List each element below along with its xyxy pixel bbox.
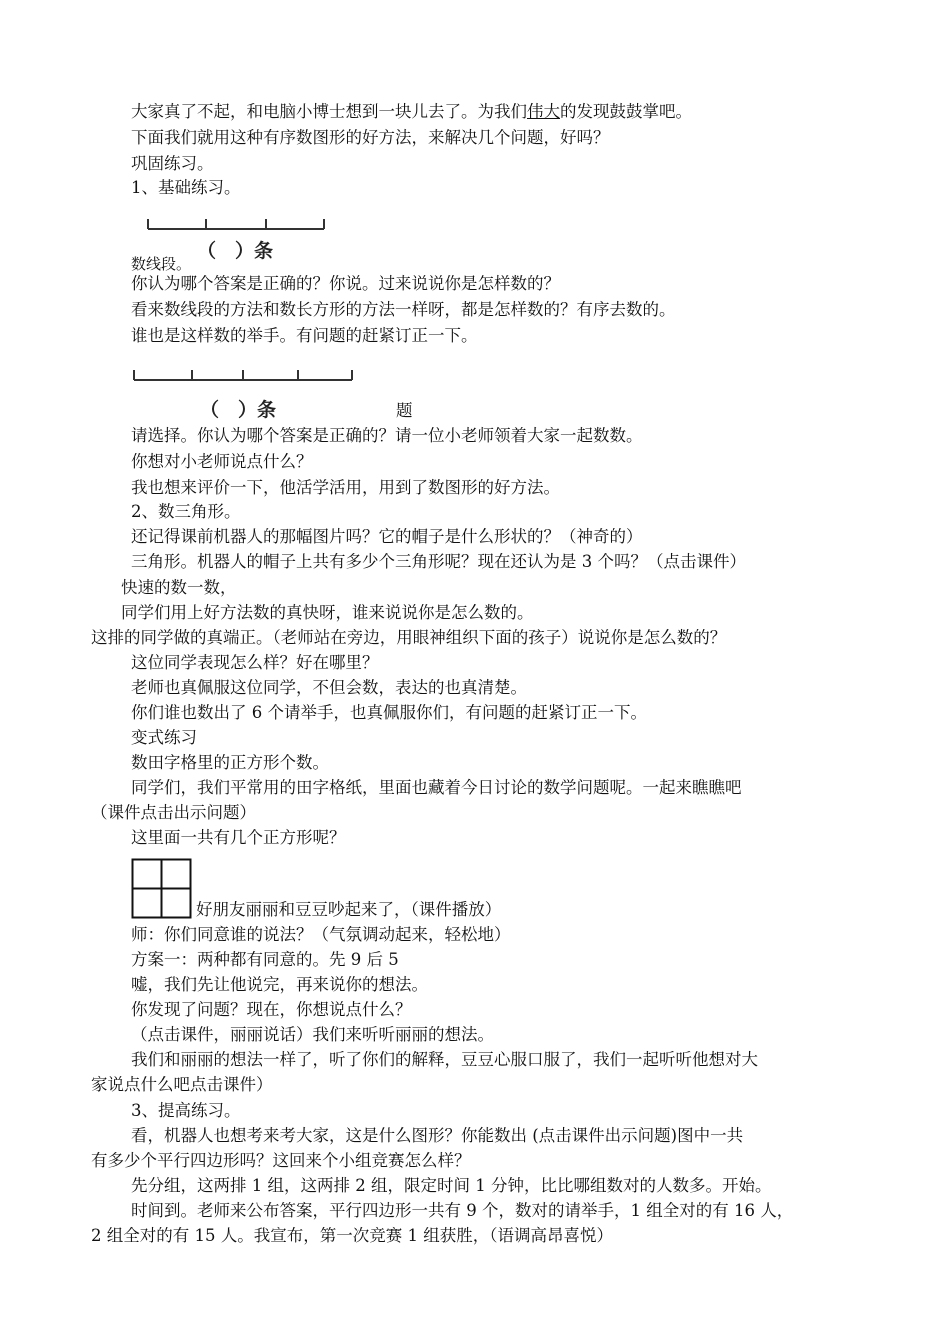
paragraph-line: 这里面一共有几个正方形呢？ xyxy=(131,828,346,847)
paragraph-line: 同学们，我们平常用的田字格纸，里面也藏着今日讨论的数学问题呢。一起来瞧瞧吧 xyxy=(131,778,742,797)
paragraph-line: 三角形。机器人的帽子上共有多少个三角形呢？现在还认为是 3 个吗？（点击课件） xyxy=(131,552,746,571)
paragraph-line: 老师也真佩服这位同学，不但会数，表达的也真清楚。 xyxy=(131,678,527,697)
paragraph-line: 同学们用上好方法数的真快呀，谁来说说你是怎么数的。 xyxy=(121,603,534,622)
underlined-text: 伟大 xyxy=(527,102,560,121)
paragraph-line: 数线段。 xyxy=(131,255,192,273)
section-heading: 3、提高练习。 xyxy=(131,1101,241,1120)
paragraph-line: 你们谁也数出了 6 个请举手，也真佩服你们，有问题的赶紧订正一下。 xyxy=(131,703,647,722)
segment-answer-label-2: （ ）条 xyxy=(200,399,277,421)
text: 的发现鼓鼓掌吧。 xyxy=(560,102,692,121)
paragraph-line: 嘘，我们先让他说完，再来说你的想法。 xyxy=(131,975,428,994)
paragraph-line: 你认为哪个答案是正确的？你说。过来说说你是怎样数的？ xyxy=(131,274,560,293)
line-segment-figure-1 xyxy=(142,216,332,238)
paragraph-line: 题 xyxy=(396,401,413,420)
section-heading: 1、基础练习。 xyxy=(131,178,241,197)
paragraph-line: 我们和丽丽的想法一样了，听了你们的解释，豆豆心服口服了，我们一起听听他想对大 xyxy=(131,1050,758,1069)
paragraph-line: 2 组全对的有 15 人。我宣布，第一次竞赛 1 组获胜，（语调高昂喜悦） xyxy=(91,1226,613,1245)
paragraph-line: 方案一：两种都有同意的。先 9 后 5 xyxy=(131,950,399,969)
paragraph-line: （点击课件，丽丽说话）我们来听听丽丽的想法。 xyxy=(131,1025,494,1044)
section-heading: 2、数三角形。 xyxy=(131,502,241,521)
paragraph-line: 快速的数一数， xyxy=(121,578,237,597)
paragraph-line: 你发现了问题？现在，你想说点什么？ xyxy=(131,1000,412,1019)
text: 大家真了不起，和电脑小博士想到一块儿去了。为我们 xyxy=(131,102,527,121)
paragraph-line: 这位同学表现怎么样？好在哪里？ xyxy=(131,653,379,672)
paragraph-line: 你想对小老师说点什么？ xyxy=(131,452,313,471)
paragraph-line: （课件点击出示问题） xyxy=(91,803,256,822)
paragraph-line: 这排的同学做的真端正。（老师站在旁边，用眼神组织下面的孩子）说说你是怎么数的？ xyxy=(91,628,727,647)
paragraph-line: 谁也是这样数的举手。有问题的赶紧订正一下。 xyxy=(131,326,478,345)
paragraph-line: 师：你们同意谁的说法？（气氛调动起来，轻松地） xyxy=(131,925,511,944)
paragraph-line: 好朋友丽丽和豆豆吵起来了，（课件播放） xyxy=(196,900,502,919)
paragraph-line: 下面我们就用这种有序数图形的好方法，来解决几个问题，好吗？ xyxy=(131,128,610,147)
paragraph-line: 数田字格里的正方形个数。 xyxy=(131,753,329,772)
paragraph-line: 看来数线段的方法和数长方形的方法一样呀，都是怎样数的？有序去数的。 xyxy=(131,300,676,319)
segment-answer-label-1: （ ）条 xyxy=(197,240,274,262)
paragraph-line: 家说点什么吧点击课件） xyxy=(91,1075,273,1094)
tian-grid-figure xyxy=(131,858,193,920)
paragraph-line: 我也想来评价一下，他活学活用，用到了数图形的好方法。 xyxy=(131,478,560,497)
paragraph-line: 有多少个平行四边形吗？这回来个小组竞赛怎么样？ xyxy=(91,1151,471,1170)
paragraph-line: 看，机器人也想考来考大家，这是什么图形？你能数出 (点击课件出示问题)图中一共 xyxy=(131,1126,744,1145)
paragraph-line: 巩固练习。 xyxy=(131,154,214,173)
paragraph-line: 请选择。你认为哪个答案是正确的？请一位小老师领着大家一起数数。 xyxy=(131,426,643,445)
paragraph-line: 先分组，这两排 1 组，这两排 2 组，限定时间 1 分钟，比比哪组数对的人数多。开始。 xyxy=(131,1176,772,1195)
paragraph-line: 变式练习 xyxy=(131,728,197,747)
line-segment-figure-2 xyxy=(130,368,358,386)
paragraph-line: 时间到。老师来公布答案，平行四边形一共有 9 个，数对的请举手，1 组全对的有 16 人， xyxy=(131,1201,794,1220)
paragraph-line xyxy=(131,101,692,123)
paragraph-line: 还记得课前机器人的那幅图片吗？它的帽子是什么形状的？（神奇的） xyxy=(131,527,643,546)
